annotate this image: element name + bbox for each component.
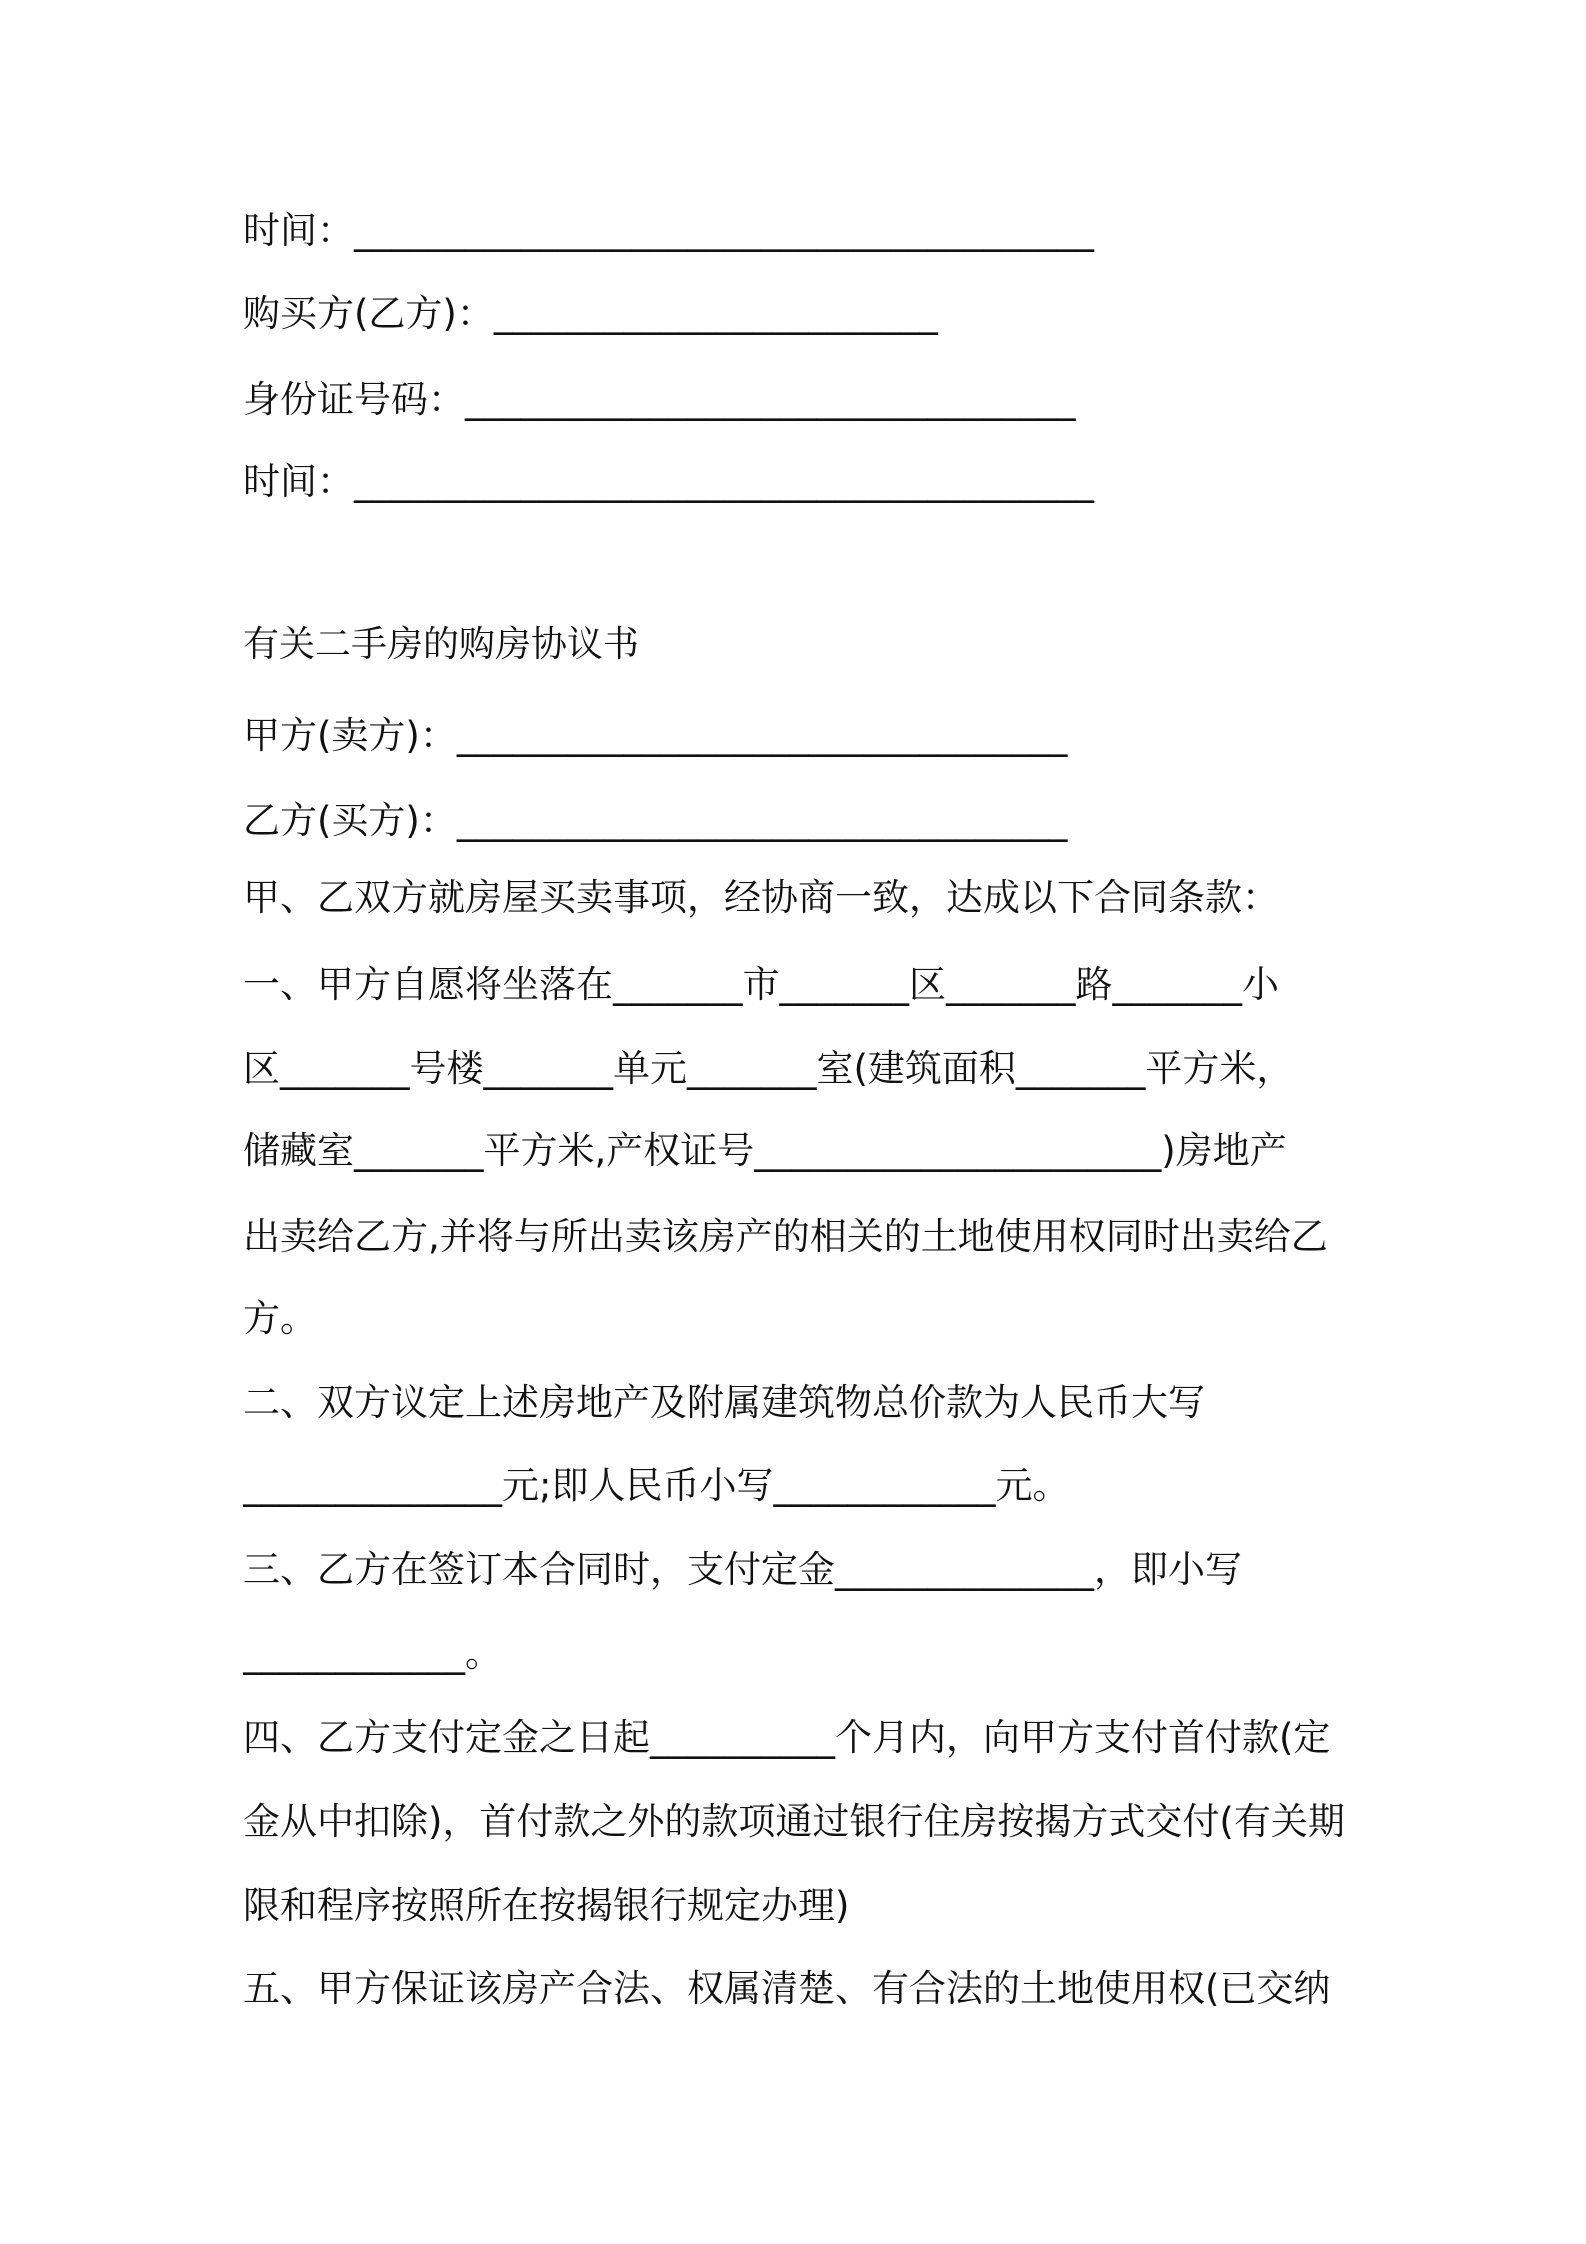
clause-3-line-1: 三、乙方在签订本合同时，支付定金______________，即小写 [243, 1548, 1242, 1591]
party-a-line: 甲方(卖方)：_________________________________ [243, 714, 1068, 757]
buyer-time-line: 时间：________________________________________ [243, 460, 1094, 503]
clause-3-line-2: ____________。 [243, 1632, 502, 1675]
document-title: 有关二手房的购房协议书 [243, 624, 640, 665]
intro-paragraph: 甲、乙双方就房屋买卖事项，经协商一致，达成以下合同条款： [243, 876, 1279, 919]
id-number-line: 身份证号码：_________________________________ [243, 378, 1076, 421]
clause-5-line-1: 五、甲方保证该房产合法、权属清楚、有合法的土地使用权(已交纳 [243, 1967, 1331, 2010]
clause-4-line-3: 限和程序按照所在按揭银行规定办理) [243, 1884, 850, 1927]
clause-1-line-3: 储藏室_______平方米,产权证号______________________)房地产 [243, 1129, 1287, 1172]
clause-1-line-4: 出卖给乙方,并将与所出卖该房产的相关的土地使用权同时出卖给乙 [243, 1215, 1328, 1258]
clause-1-line-5: 方。 [243, 1297, 317, 1340]
seller-time-line: 时间：________________________________________ [243, 209, 1094, 252]
buyer-party-line: 购买方(乙方)：________________________ [243, 292, 938, 335]
clause-1-line-1: 一、甲方自愿将坐落在_______市_______区_______路_______小 [243, 963, 1279, 1006]
clause-1-line-2: 区_______号楼_______单元_______室(建筑面积_______平方米， [243, 1047, 1294, 1090]
clause-4-line-2: 金从中扣除)，首付款之外的款项通过银行住房按揭方式交付(有关期 [243, 1800, 1345, 1843]
clause-4-line-1: 四、乙方支付定金之日起__________个月内，向甲方支付首付款(定 [243, 1716, 1331, 1759]
clause-2-line-1: 二、双方议定上述房地产及附属建筑物总价款为人民币大写 [243, 1381, 1205, 1424]
party-b-line: 乙方(买方)：_________________________________ [243, 799, 1068, 842]
clause-2-line-2: ______________元;即人民币小写____________元。 [243, 1464, 1070, 1507]
